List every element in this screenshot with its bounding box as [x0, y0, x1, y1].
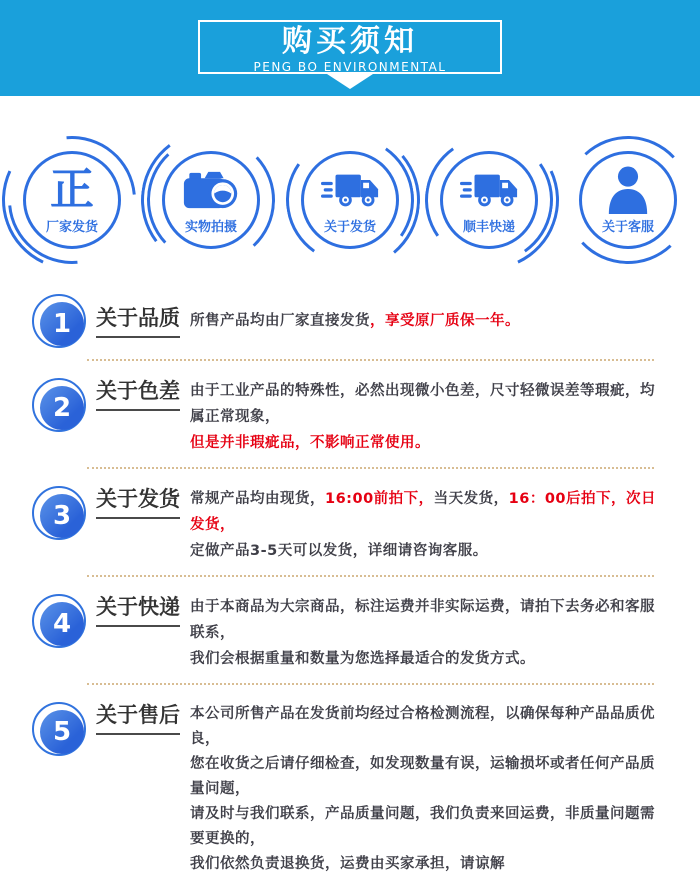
- feature-factory-shipping: [3, 136, 141, 264]
- feature-badges-row: [0, 96, 700, 264]
- notice-title: 关于发货: [96, 486, 190, 519]
- feature-circle: [440, 151, 538, 249]
- decorative-arcs: [425, 136, 553, 264]
- feature-circle: [579, 151, 677, 249]
- notice-title: 关于售后: [96, 702, 190, 735]
- person-icon: [605, 165, 651, 215]
- feature-real-photos: [142, 136, 280, 264]
- notice-text: 所售产品均由厂家直接发货，享受原厂质保一年。: [190, 313, 520, 329]
- decorative-arcs: [147, 136, 275, 264]
- notice-title: 关于品质: [96, 305, 190, 338]
- feature-label: 顺丰快递: [462, 220, 515, 235]
- page-subtitle: PENG BO ENVIRONMENTAL: [253, 60, 447, 74]
- notice-number-badge: [32, 294, 86, 348]
- notice-after-sales: [32, 702, 662, 877]
- notice-text: 本公司所售产品在发货前均经过合格检测流程，以确保每种产品品质优良， 您在收货之后请仔细检查，如发现数量有误，运输损坏或者任何产品质量问题， 请及时与我们联系，产品质量问题，我们负责来回运费，非质量问题需要更换的， 我们依然负责退换货，运费由买家承担，请谅解: [190, 706, 655, 872]
- notice-number: 2: [40, 386, 84, 430]
- feature-customer-service: [559, 136, 697, 264]
- dotted-divider: [87, 359, 654, 361]
- banner: [0, 0, 700, 96]
- dotted-divider: [87, 575, 654, 577]
- notice-title: 关于色差: [96, 378, 190, 411]
- feature-circle: [162, 151, 260, 249]
- notice-number-badge: [32, 702, 86, 756]
- notice-title: 关于快递: [96, 594, 190, 627]
- feature-label: 关于发货: [323, 220, 376, 235]
- dotted-divider: [87, 467, 654, 469]
- notice-number: 3: [40, 494, 84, 538]
- dotted-divider: [87, 683, 654, 685]
- feature-sf-express: [420, 136, 558, 264]
- feature-label: 关于客服: [601, 220, 654, 235]
- feature-circle: [301, 151, 399, 249]
- notice-text: 由于本商品为大宗商品，标注运费并非实际运费，请拍下去务必和客服联系， 我们会根据重量和数量为您选择最适合的发货方式。: [190, 599, 655, 667]
- decorative-arcs: [286, 136, 414, 264]
- down-arrow-icon: [327, 74, 373, 89]
- notice-number-badge: [32, 486, 86, 540]
- feature-circle: [23, 151, 121, 249]
- banner-title-box: [198, 20, 502, 74]
- notice-quality: [32, 294, 662, 348]
- notice-express: [32, 594, 662, 672]
- notice-number: 1: [40, 302, 84, 346]
- decorative-arcs: [564, 136, 692, 264]
- notice-number-badge: [32, 378, 86, 432]
- decorative-arcs: [8, 136, 136, 264]
- truck-icon: [321, 165, 379, 215]
- notice-shipping: [32, 486, 662, 564]
- notice-text: 常规产品均由现货，16:00前拍下，当天发货，16：00后拍下，次日发货， 定做产品3-5天可以发货，详细请咨询客服。: [190, 491, 657, 559]
- notice-text: 由于工业产品的特殊性，必然出现微小色差，尺寸轻微误差等瑕疵，均属正常现象， 但是并非瑕疵品，不影响正常使用。: [190, 383, 655, 451]
- notice-number: 5: [40, 710, 84, 754]
- notice-number: 4: [40, 602, 84, 646]
- notice-list: [0, 294, 700, 877]
- camera-icon: [183, 165, 239, 215]
- truck-icon: [460, 165, 518, 215]
- notice-number-badge: [32, 594, 86, 648]
- feature-label: 厂家发货: [45, 220, 98, 235]
- notice-color-difference: [32, 378, 662, 456]
- feature-label: 实物拍摄: [184, 220, 237, 235]
- feature-about-shipping: [281, 136, 419, 264]
- zheng-character-icon: 正: [50, 164, 94, 215]
- page-title: 购买须知: [282, 24, 418, 59]
